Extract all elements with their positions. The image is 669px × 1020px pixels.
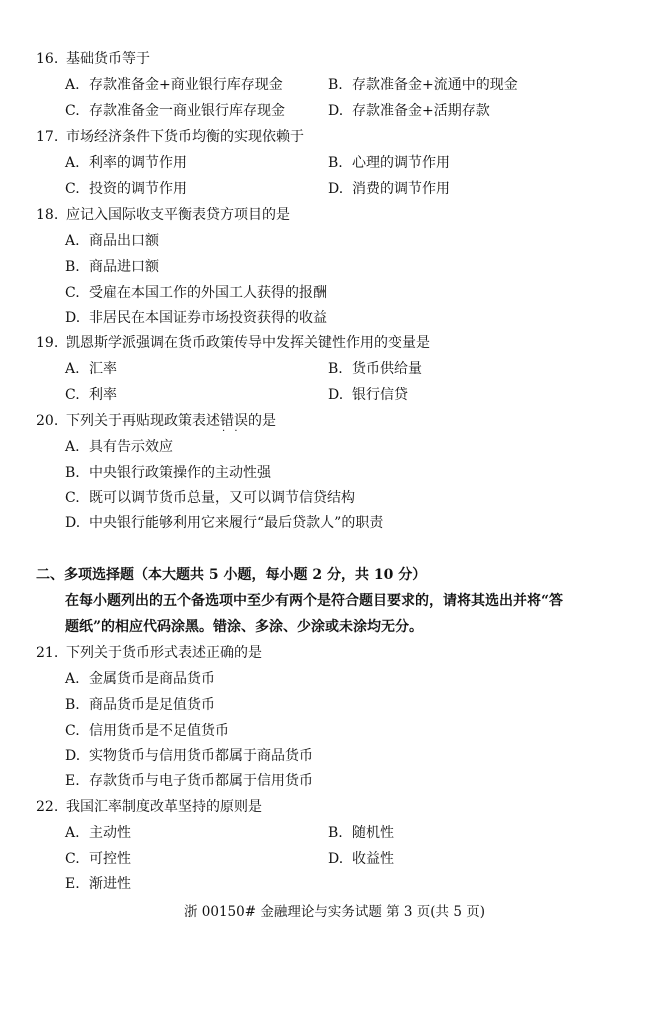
- option-22-b: B. 随机性: [328, 825, 394, 841]
- question-number: 20.: [36, 413, 59, 429]
- question-21: [36, 642, 262, 662]
- option-21-e: E. 存款货币与电子货币都属于信用货币: [65, 773, 313, 789]
- option-17-b: B. 心理的调节作用: [328, 155, 450, 171]
- option-20-d: D. 中央银行能够利用它来履行“最后贷款人”的职责: [65, 515, 384, 531]
- option-21-a: A. 金属货币是商品货币: [65, 671, 215, 687]
- option-22-e: E. 渐进性: [65, 876, 131, 892]
- question-number: 19.: [36, 335, 59, 351]
- question-17: [36, 126, 304, 146]
- emphasis-word: 错误 · ·: [220, 413, 248, 429]
- section-instruction-line-1: 在每小题列出的五个备选项中至少有两个是符合题目要求的，请将其选出并将“答: [65, 593, 564, 609]
- option-20-b: B. 中央银行政策操作的主动性强: [65, 465, 271, 481]
- option-19-d: D. 银行信贷: [328, 387, 408, 403]
- question-number: 22.: [36, 799, 59, 815]
- option-18-c: C. 受雇在本国工作的外国工人获得的报酬: [65, 285, 327, 301]
- question-18: [36, 204, 290, 224]
- option-20-a: A. 具有告示效应: [65, 439, 173, 455]
- option-16-a: A. 存款准备金+商业银行库存现金: [65, 77, 283, 93]
- question-number: 17.: [36, 129, 59, 145]
- option-22-a: A. 主动性: [65, 825, 131, 841]
- page-footer: 浙 00150# 金融理论与实务试题 第 3 页(共 5 页): [183, 904, 485, 920]
- question-number: 21.: [36, 645, 59, 661]
- question-stem: 下列关于再贴现政策表述: [66, 413, 220, 429]
- option-21-b: B. 商品货币是足值货币: [65, 697, 215, 713]
- option-17-c: C. 投资的调节作用: [65, 181, 187, 197]
- option-18-a: A. 商品出口额: [65, 233, 159, 249]
- question-stem: 凯恩斯学派强调在货币政策传导中发挥关键性作用的变量是: [66, 335, 430, 351]
- option-17-a: A. 利率的调节作用: [65, 155, 187, 171]
- option-16-d: D. 存款准备金+活期存款: [328, 103, 490, 119]
- option-22-c: C. 可控性: [65, 851, 131, 867]
- question-stem: 下列关于货币形式表述正确的是: [66, 645, 262, 661]
- option-16-b: B. 存款准备金+流通中的现金: [328, 77, 518, 93]
- question-stem: 市场经济条件下货币均衡的实现依赖于: [66, 129, 304, 145]
- question-stem-end: 的是: [248, 413, 276, 429]
- question-stem: 基础货币等于: [66, 51, 150, 67]
- question-stem: 应记入国际收支平衡表贷方项目的是: [66, 207, 290, 223]
- option-18-d: D. 非居民在本国证券市场投资获得的收益: [65, 310, 327, 326]
- question-number: 18.: [36, 207, 59, 223]
- question-20: [36, 410, 276, 430]
- option-16-c: C. 存款准备金一商业银行库存现金: [65, 103, 285, 119]
- section-instruction-line-2: 题纸”的相应代码涂黑。错涂、多涂、少涂或未涂均无分。: [65, 619, 424, 635]
- question-22: [36, 796, 262, 816]
- question-stem: 我国汇率制度改革坚持的原则是: [66, 799, 262, 815]
- question-16: [36, 48, 150, 68]
- option-21-c: C. 信用货币是不足值货币: [65, 723, 229, 739]
- option-17-d: D. 消费的调节作用: [328, 181, 450, 197]
- question-number: 16.: [36, 51, 59, 67]
- option-19-a: A. 汇率: [65, 361, 117, 377]
- option-20-c: C. 既可以调节货币总量，又可以调节信贷结构: [65, 490, 355, 506]
- option-19-c: C. 利率: [65, 387, 117, 403]
- option-18-b: B. 商品进口额: [65, 259, 159, 275]
- option-22-d: D. 收益性: [328, 851, 394, 867]
- option-19-b: B. 货币供给量: [328, 361, 422, 377]
- option-21-d: D. 实物货币与信用货币都属于商品货币: [65, 748, 313, 764]
- section-title: 二、多项选择题（本大题共 5 小题，每小题 2 分，共 10 分）: [36, 567, 427, 583]
- question-19: [36, 332, 430, 352]
